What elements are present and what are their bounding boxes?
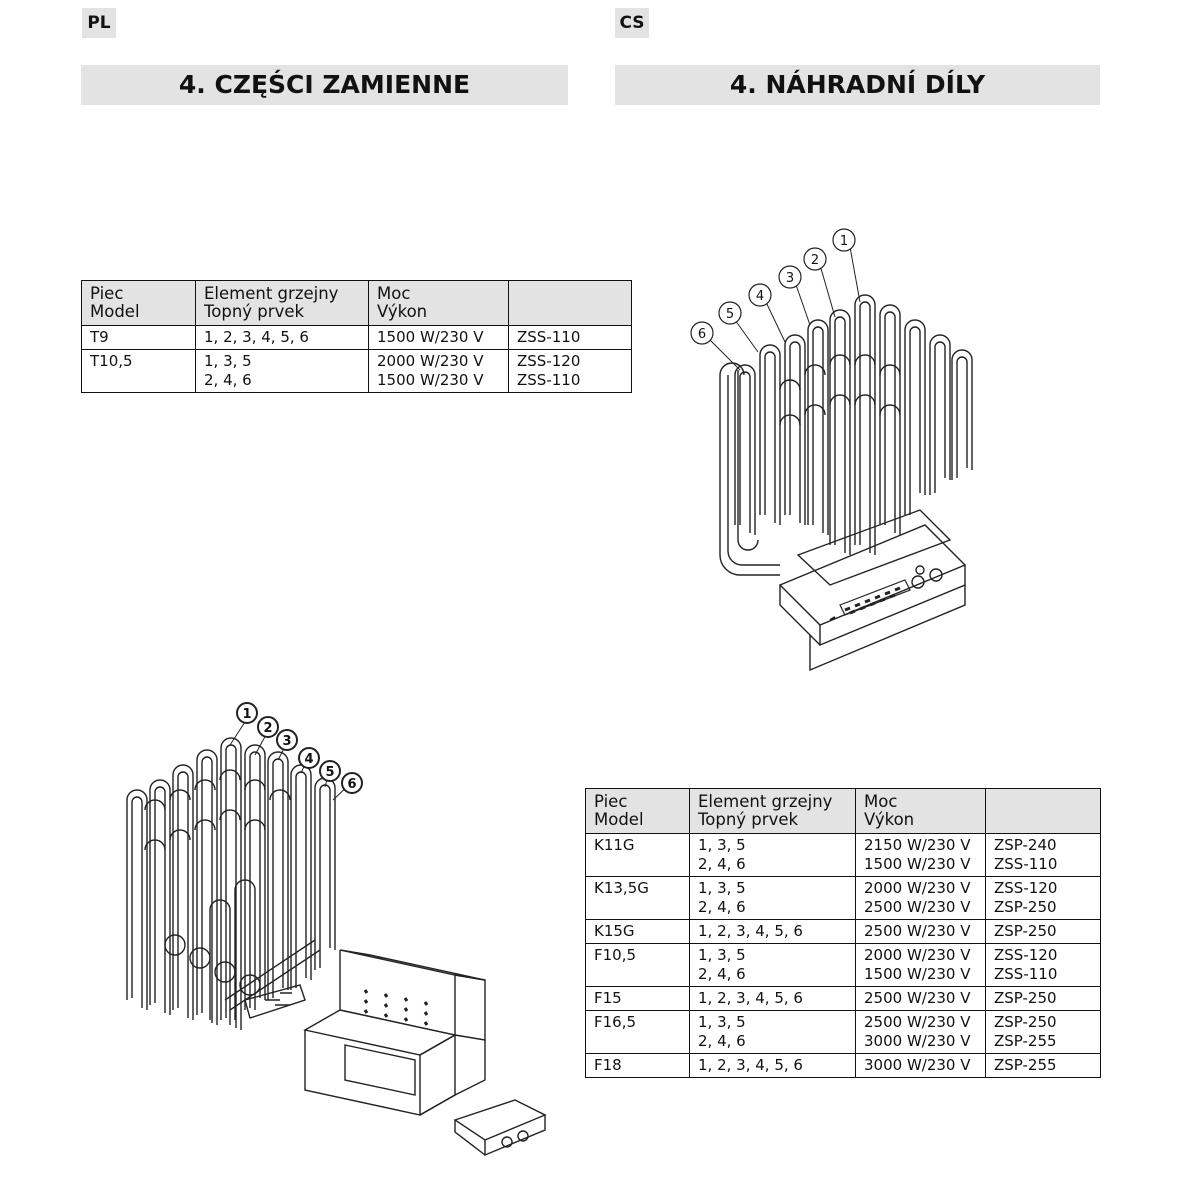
cell-line: 1, 3, 5 bbox=[698, 1013, 746, 1031]
cell-line: 1, 2, 3, 4, 5, 6 bbox=[698, 989, 803, 1007]
cell-code bbox=[986, 987, 1101, 1011]
language-badge-cs: CS bbox=[615, 8, 649, 38]
cell-element bbox=[196, 326, 369, 350]
cell-line: 2, 4, 6 bbox=[698, 1032, 746, 1050]
cell-line: 1, 3, 5 bbox=[698, 946, 746, 964]
cell-line: 2, 4, 6 bbox=[204, 371, 252, 389]
callout-label-2: 2 bbox=[263, 721, 273, 736]
cell-code bbox=[509, 350, 632, 393]
cell-line: ZSS-120 bbox=[517, 352, 581, 370]
cell-model: K15G bbox=[586, 920, 690, 944]
table-row bbox=[586, 834, 1101, 877]
cell-line: 2, 4, 6 bbox=[698, 898, 746, 916]
cell-power bbox=[856, 920, 986, 944]
cell-line: 2500 W/230 V bbox=[864, 922, 971, 940]
section-heading-pl: 4. CZĘŚCI ZAMIENNE bbox=[81, 65, 568, 105]
cell-line: 2500 W/230 V bbox=[864, 898, 971, 916]
cell-line: 1, 3, 5 bbox=[204, 352, 252, 370]
header-power: Moc Výkon bbox=[856, 789, 986, 834]
cell-line: ZSS-110 bbox=[517, 328, 581, 346]
cell-line: 2150 W/230 V bbox=[864, 836, 971, 854]
cell-line: 2000 W/230 V bbox=[864, 879, 971, 897]
table-row bbox=[586, 920, 1101, 944]
section-heading-cs: 4. NÁHRADNÍ DÍLY bbox=[615, 65, 1100, 105]
language-badge-pl: PL bbox=[82, 8, 116, 38]
cell-power bbox=[856, 834, 986, 877]
cell-model: F10,5 bbox=[586, 944, 690, 987]
callout-label-3: 3 bbox=[785, 271, 795, 286]
callout-label-4: 4 bbox=[304, 752, 314, 767]
mounting-frame bbox=[305, 950, 545, 1155]
callout-label-4: 4 bbox=[755, 289, 765, 304]
header-power: Moc Výkon bbox=[369, 281, 509, 326]
cell-line: 2, 4, 6 bbox=[698, 855, 746, 873]
header-model: Piec Model bbox=[586, 789, 690, 834]
cell-line: ZSP-240 bbox=[994, 836, 1057, 854]
table-header-row bbox=[82, 281, 632, 326]
cell-model: K11G bbox=[586, 834, 690, 877]
cell-line: 1, 2, 3, 4, 5, 6 bbox=[698, 922, 803, 940]
cell-line: ZSS-110 bbox=[994, 855, 1058, 873]
header-code bbox=[509, 281, 632, 326]
cell-line: ZSS-110 bbox=[994, 965, 1058, 983]
heater-elements-diagram-right bbox=[680, 225, 980, 680]
cell-power bbox=[369, 350, 509, 393]
cell-power bbox=[856, 1054, 986, 1078]
cell-line: 2500 W/230 V bbox=[864, 989, 971, 1007]
cell-line: 1500 W/230 V bbox=[864, 855, 971, 873]
cell-code bbox=[986, 877, 1101, 920]
cell-line: ZSS-120 bbox=[994, 946, 1058, 964]
cell-model: T9 bbox=[82, 326, 196, 350]
callout-label-3: 3 bbox=[282, 734, 292, 749]
cell-line: 2000 W/230 V bbox=[864, 946, 971, 964]
callout-label-5: 5 bbox=[725, 307, 735, 322]
cell-model: F15 bbox=[586, 987, 690, 1011]
heating-element-loops bbox=[127, 738, 335, 1030]
cell-model: T10,5 bbox=[82, 350, 196, 393]
cell-power bbox=[856, 1011, 986, 1054]
cell-line: 1500 W/230 V bbox=[377, 328, 484, 346]
cell-line: ZSP-250 bbox=[994, 898, 1057, 916]
heating-element-loops bbox=[720, 295, 972, 575]
spare-parts-table-t bbox=[81, 280, 632, 393]
callout-label-1: 1 bbox=[839, 234, 849, 249]
cell-element bbox=[690, 944, 856, 987]
cell-code bbox=[509, 326, 632, 350]
callout-label-5: 5 bbox=[325, 765, 335, 780]
cell-line: ZSP-255 bbox=[994, 1032, 1057, 1050]
cell-line: ZSP-255 bbox=[994, 1056, 1057, 1074]
callout-label-2: 2 bbox=[810, 253, 820, 268]
cell-code bbox=[986, 1011, 1101, 1054]
callout-label-1: 1 bbox=[242, 707, 252, 722]
cell-element bbox=[690, 877, 856, 920]
cell-line: ZSS-110 bbox=[517, 371, 581, 389]
cell-element bbox=[690, 834, 856, 877]
heater-elements-diagram-left bbox=[115, 700, 565, 1180]
cell-model: F16,5 bbox=[586, 1011, 690, 1054]
cell-line: 2, 4, 6 bbox=[698, 965, 746, 983]
cell-element bbox=[690, 920, 856, 944]
table-row bbox=[586, 1054, 1101, 1078]
table-header-row bbox=[586, 789, 1101, 834]
cell-model: K13,5G bbox=[586, 877, 690, 920]
header-model: Piec Model bbox=[82, 281, 196, 326]
table-row bbox=[586, 877, 1101, 920]
terminal-box bbox=[780, 510, 965, 670]
cell-code bbox=[986, 834, 1101, 877]
cell-line: 1, 3, 5 bbox=[698, 836, 746, 854]
header-element: Element grzejny Topný prvek bbox=[690, 789, 856, 834]
cell-power bbox=[856, 877, 986, 920]
cell-line: 2000 W/230 V bbox=[377, 352, 484, 370]
cell-line: ZSS-120 bbox=[994, 879, 1058, 897]
table-row bbox=[586, 1011, 1101, 1054]
table-row bbox=[586, 987, 1101, 1011]
cell-element bbox=[690, 1011, 856, 1054]
cell-element bbox=[196, 350, 369, 393]
cell-line: ZSP-250 bbox=[994, 989, 1057, 1007]
cell-line: ZSP-250 bbox=[994, 1013, 1057, 1031]
table-row bbox=[82, 350, 632, 393]
cell-element bbox=[690, 987, 856, 1011]
cell-line: 3000 W/230 V bbox=[864, 1056, 971, 1074]
callout-label-6: 6 bbox=[697, 327, 707, 342]
header-element: Element grzejny Topný prvek bbox=[196, 281, 369, 326]
spare-parts-table-kf bbox=[585, 788, 1101, 1078]
callout-label-6: 6 bbox=[347, 777, 357, 792]
table-row bbox=[82, 326, 632, 350]
cell-element bbox=[690, 1054, 856, 1078]
cell-power bbox=[856, 987, 986, 1011]
cell-line: 1500 W/230 V bbox=[377, 371, 484, 389]
cell-line: 1, 2, 3, 4, 5, 6 bbox=[698, 1056, 803, 1074]
cell-code bbox=[986, 944, 1101, 987]
cell-line: 3000 W/230 V bbox=[864, 1032, 971, 1050]
cell-line: 1, 3, 5 bbox=[698, 879, 746, 897]
cell-power bbox=[856, 944, 986, 987]
table-row bbox=[586, 944, 1101, 987]
cell-line: 1, 2, 3, 4, 5, 6 bbox=[204, 328, 309, 346]
cell-model: F18 bbox=[586, 1054, 690, 1078]
cell-line: 2500 W/230 V bbox=[864, 1013, 971, 1031]
cell-code bbox=[986, 1054, 1101, 1078]
cell-power bbox=[369, 326, 509, 350]
cell-line: 1500 W/230 V bbox=[864, 965, 971, 983]
cell-code bbox=[986, 920, 1101, 944]
cell-line: ZSP-250 bbox=[994, 922, 1057, 940]
header-code bbox=[986, 789, 1101, 834]
